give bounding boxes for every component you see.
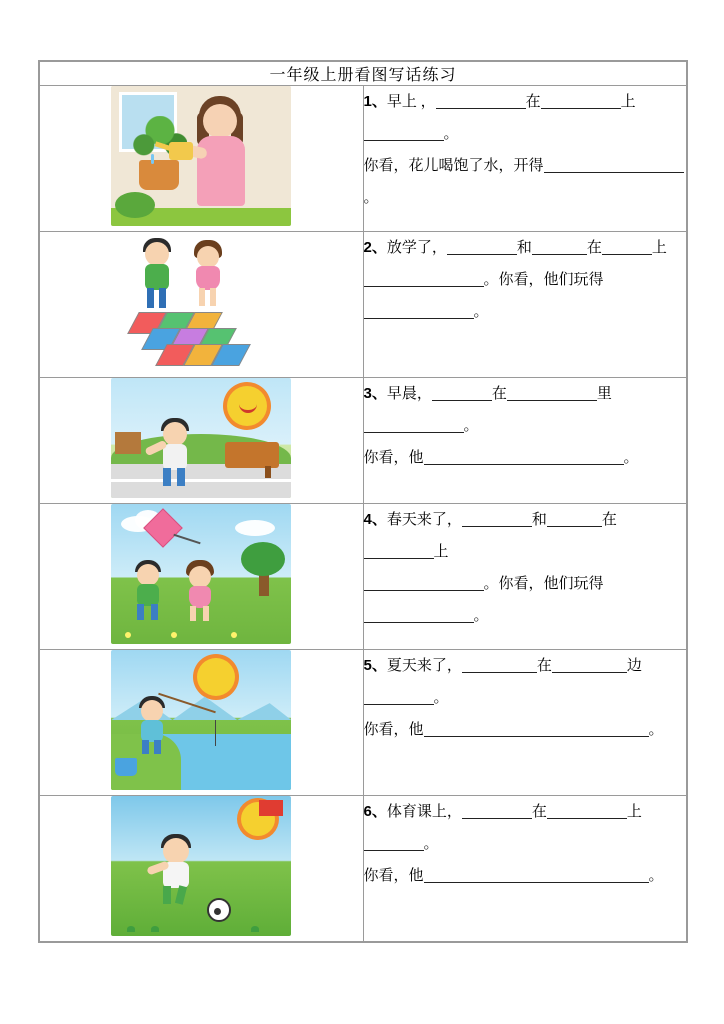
exercise-line (364, 86, 687, 150)
summer-fishing-illustration (111, 650, 291, 790)
item-number: 4、 (363, 511, 387, 528)
sentence-text: 和 (531, 512, 547, 528)
fill-blank[interactable] (547, 509, 602, 527)
sentence-text: 。 (443, 126, 459, 142)
worksheet-table (39, 61, 687, 942)
morning-exercise-illustration (111, 378, 291, 498)
fill-blank[interactable] (547, 801, 627, 819)
sentence-text: 上 (620, 94, 636, 110)
sentence-text: 。 (473, 608, 489, 624)
exercise-text-6 (363, 796, 687, 942)
exercise-text-5 (363, 650, 687, 796)
exercise-line (364, 504, 687, 568)
table-row (40, 86, 687, 232)
fill-blank[interactable] (532, 237, 587, 255)
sentence-text: 你看，他 (363, 722, 424, 738)
sentence-text: 。 (423, 836, 439, 852)
sentence-text: 你看，他 (363, 868, 424, 884)
sentence-text: 你看，花儿喝饱了水，开得 (363, 158, 544, 174)
table-row (40, 650, 687, 796)
fill-blank[interactable] (364, 833, 424, 851)
illustration-cell-4 (40, 504, 364, 650)
fill-blank[interactable] (462, 655, 537, 673)
exercise-text-2 (363, 232, 687, 378)
table-row (40, 232, 687, 378)
sentence-text: 。 (623, 450, 639, 466)
fill-blank[interactable] (552, 655, 627, 673)
sentence-text: 里 (596, 386, 612, 402)
fill-blank[interactable] (447, 237, 517, 255)
sentence-text: 春天来了， (386, 512, 462, 528)
exercise-line (364, 150, 687, 214)
fill-blank[interactable] (432, 383, 492, 401)
sentence-text: 在 (586, 240, 602, 256)
worksheet-table-wrapper (38, 60, 688, 943)
hopscotch-illustration (111, 232, 291, 372)
fill-blank[interactable] (436, 91, 526, 109)
sentence-text: 在 (525, 94, 541, 110)
girl-watering-plants-illustration (111, 86, 291, 226)
fill-blank[interactable] (424, 865, 649, 883)
sentence-text: 。 (433, 690, 449, 706)
sentence-text: 早晨， (386, 386, 432, 402)
fill-blank[interactable] (424, 447, 624, 465)
table-row (40, 796, 687, 942)
sentence-text: 。你看，他们玩得 (483, 272, 604, 288)
sentence-text: 早上 ， (386, 94, 436, 110)
fill-blank[interactable] (424, 719, 649, 737)
sentence-text: 。 (648, 868, 664, 884)
fill-blank[interactable] (541, 91, 621, 109)
sentence-text: 。 (648, 722, 664, 738)
sentence-text: 上 (651, 240, 667, 256)
sentence-text: 。 (473, 304, 489, 320)
fill-blank[interactable] (602, 237, 652, 255)
sentence-text: 上 (626, 804, 642, 820)
exercise-line (364, 442, 687, 474)
exercise-line (364, 264, 687, 328)
fill-blank[interactable] (364, 573, 484, 591)
fill-blank[interactable] (462, 509, 532, 527)
sentence-text: 和 (516, 240, 532, 256)
fill-blank[interactable] (364, 269, 484, 287)
table-row (40, 504, 687, 650)
item-number: 1、 (363, 93, 387, 110)
fill-blank[interactable] (507, 383, 597, 401)
sentence-text: 在 (491, 386, 507, 402)
page-title: 一年级上册看图写话练习 (40, 62, 687, 86)
fill-blank[interactable] (462, 801, 532, 819)
fill-blank[interactable] (364, 541, 434, 559)
spring-kite-flying-illustration (111, 504, 291, 644)
pe-class-soccer-illustration (111, 796, 291, 936)
exercise-line (364, 232, 687, 264)
exercise-line (364, 796, 687, 860)
exercise-line (364, 568, 687, 632)
illustration-cell-1 (40, 86, 364, 232)
exercise-text-4 (363, 504, 687, 650)
fill-blank[interactable] (364, 415, 464, 433)
illustration-cell-6 (40, 796, 364, 942)
sentence-text: 。 (363, 190, 379, 206)
fill-blank[interactable] (364, 123, 444, 141)
exercise-line (364, 650, 687, 714)
illustration-cell-2 (40, 232, 364, 378)
illustration-cell-5 (40, 650, 364, 796)
exercise-line (364, 378, 687, 442)
sentence-text: 在 (601, 512, 617, 528)
fill-blank[interactable] (364, 301, 474, 319)
item-number: 3、 (363, 385, 387, 402)
sentence-text: 上 (433, 544, 449, 560)
fill-blank[interactable] (544, 155, 684, 173)
illustration-cell-3 (40, 378, 364, 504)
sentence-text: 放学了， (386, 240, 447, 256)
exercise-text-3 (363, 378, 687, 504)
sentence-text: 在 (531, 804, 547, 820)
item-number: 5、 (363, 657, 387, 674)
sentence-text: 在 (536, 658, 552, 674)
sentence-text: 。 (463, 418, 479, 434)
sentence-text: 边 (626, 658, 642, 674)
sentence-text: 夏天来了， (386, 658, 462, 674)
item-number: 2、 (363, 239, 387, 256)
exercise-line (364, 714, 687, 746)
table-row (40, 378, 687, 504)
fill-blank[interactable] (364, 687, 434, 705)
exercise-text-1 (363, 86, 687, 232)
sentence-text: 体育课上， (386, 804, 462, 820)
sentence-text: 你看，他 (363, 450, 424, 466)
item-number: 6、 (363, 803, 387, 820)
fill-blank[interactable] (364, 605, 474, 623)
title-row (40, 62, 687, 86)
sentence-text: 。你看，他们玩得 (483, 576, 604, 592)
exercise-line (364, 860, 687, 892)
